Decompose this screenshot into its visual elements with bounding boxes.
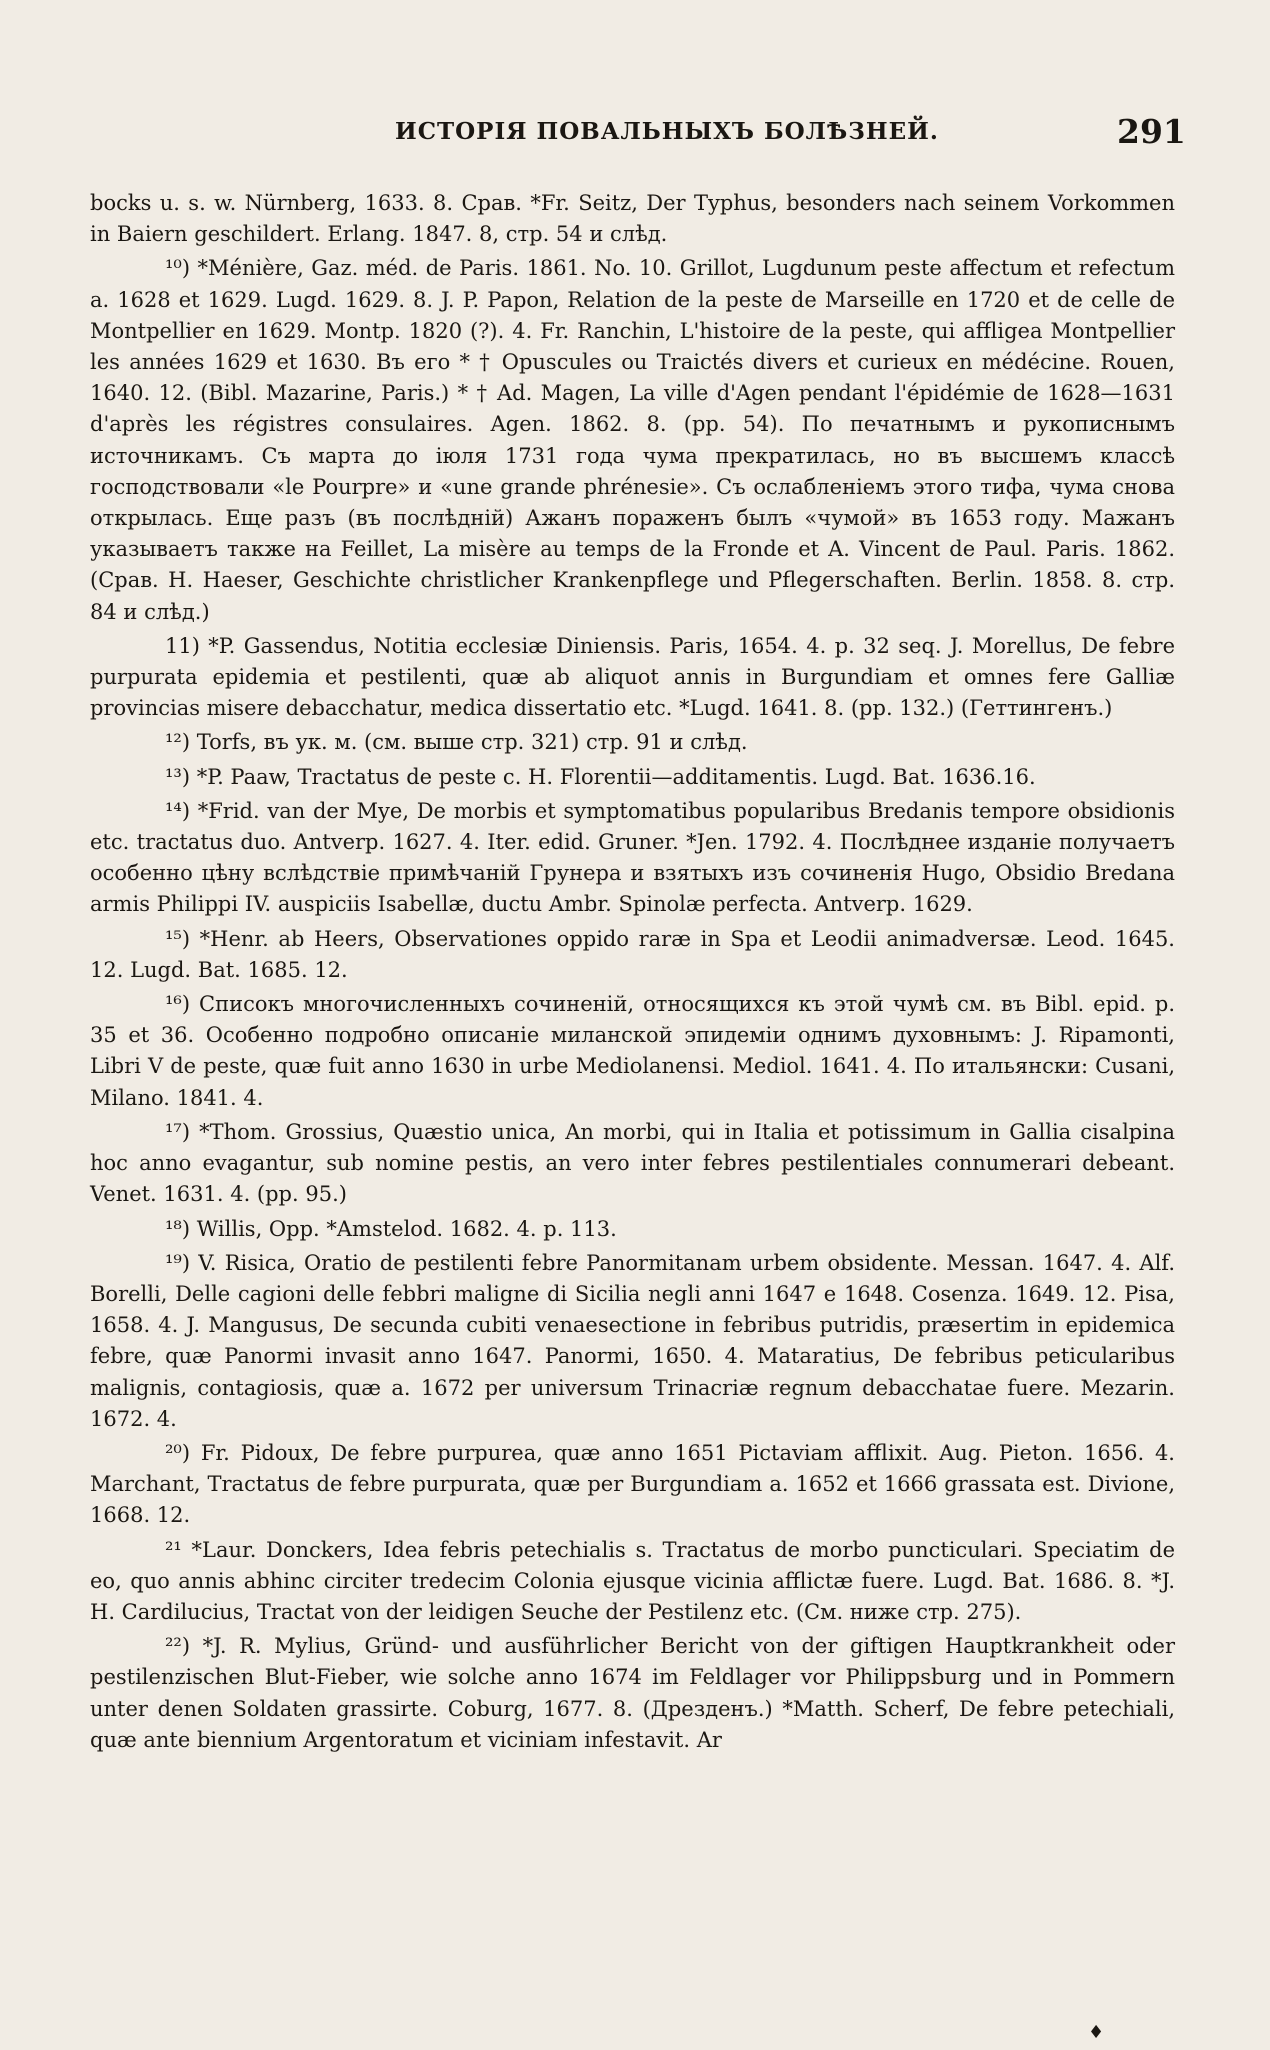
note-10: ¹⁰) *Ménière, Gaz. méd. de Paris. 1861. No. 10. Grillot, Lugdunum peste affectum et refectum a. 1628 et 1629. Lugd. 1629. 8. J. P. Papon, Relation de la peste de Marseille en 1720 et de celle de Montpellier en 1629. Montp. 1820 (?). 4. Fr. Ranchin, L'histoire de la peste, qui affligea Montpellier les années 1629 et 1630. Въ его * † Opuscules ou Traictés divers et curieux en médécine. Rouen, 1640. 12. (Bibl. Mazarine, Paris.) * † Ad. Magen, La ville d'Agen pendant l'épidémie de 1628—1631 d'après les régistres consulaires. Agen. 1862. 8. (pp. 54). По печатнымъ и рукописнымъ источникамъ. Съ марта до іюля 1731 года чума прекратилась, но въ высшемъ классѣ господствовали «le Pourpre» и «une grande phrénesie». Съ ослабленіемъ этого тифа, чума снова открылась. Еще разъ (въ послѣдній) Ажанъ пораженъ былъ «чумой» въ 1653 году. Мажанъ указываетъ также на Feillet, La misère au temps de la Fronde et A. Vincent de Paul. Paris. 1862. (Срав. H. Haeser, Geschichte christlicher Krankenpflege und Pflegerschaften. Berlin. 1858. 8. стр. 84 и слѣд.) <box>90 256 1175 624</box>
note-12: ¹²) Torfs, въ ук. м. (см. выше стр. 321) стр. 91 и слѣд. <box>165 730 748 755</box>
page-number: 291 <box>1117 112 1186 151</box>
printer-mark: ♦ <box>1088 2022 1105 2043</box>
note-21: ²¹ *Laur. Donckers, Idea febris petechialis s. Tractatus de morbo puncticulari. Speciatim de eo, quo annis abhinc circiter tredecim Colonia ejusque vicinia afflictæ fuere. Lugd. Bat. 1686. 8. *J. H. Cardilucius, Tractat von der leidigen Seuche der Pestilenz etc. (См. ниже стр. 275). <box>90 1537 1175 1624</box>
note-17: ¹⁷) *Thom. Grossius, Quæstio unica, An morbi, qui in Italia et potissimum in Gallia cisalpina hoc anno evagantur, sub nomine pestis, an vero inter febres pestilentiales connumerari debeant. Venet. 1631. 4. (pp. 95.) <box>90 1119 1175 1207</box>
note-11: 11) *P. Gassendus, Notitia ecclesiæ Diniensis. Paris, 1654. 4. p. 32 seq. J. Morellus, De febre purpurata epidemia et pestilenti, quæ ab aliquot annis in Burgundiam et omnes fere Galliæ provincias misere debacchatur, medica dissertatio etc. *Lugd. 1641. 8. (pp. 132.) (Геттингенъ.) <box>90 633 1175 721</box>
note-19: ¹⁹) V. Risica, Oratio de pestilenti febre Panormitanam urbem obsidente. Messan. 1647. 4. Alf. Borelli, Delle cagioni delle febbri maligne di Sicilia negli anni 1647 e 1648. Cosenza. 1649. 12. Pisa, 1658. 4. J. Mangusus, De secunda cubiti venaesectione in febribus putridis, præsertim in epidemica febre, quæ Panormi invasit anno 1647. Panormi, 1650. 4. Mataratius, De febribus peticularibus malignis, contagiosis, quæ a. 1672 per universum Trinacriæ regnum debacchatae fuere. Mezarin. 1672. 4. <box>90 1250 1175 1431</box>
note-15: ¹⁵) *Henr. ab Heers, Observationes oppido raræ in Spa et Leodii animadversæ. Leod. 1645. 12. Lugd. Bat. 1685. 12. <box>90 926 1175 982</box>
note-16: ¹⁶) Списокъ многочисленныхъ сочиненій, относящихся къ этой чумѣ см. въ Bibl. epid. p. 35 et 36. Особенно подробно описаніе миланской эпидеміи однимъ духовнымъ: J. Ripamonti, Libri V de peste, quæ fuit anno 1630 in urbe Mediolanensi. Mediol. 1641. 4. По итальянски: Cusani, Milano. 1841. 4. <box>90 992 1175 1110</box>
page-header <box>0 112 1270 162</box>
note-18: ¹⁸) Willis, Opp. *Amstelod. 1682. 4. p. 113. <box>165 1216 617 1241</box>
running-title: ИСТОРІЯ ПОВАЛЬНЫХЪ БОЛѢЗНЕЙ. <box>395 118 939 145</box>
note-continuation: bocks u. s. w. Nürnberg, 1633. 8. Срав. *Fr. Seitz, Der Typhus, besonders nach seinem Vorkommen in Baiern geschildert. Erlang. 1847. 8, стр. 54 и слѣд. <box>90 191 1175 247</box>
footnotes-body <box>90 188 1175 1759</box>
note-13: ¹³) *P. Paaw, Tractatus de peste c. H. Florentii—additamentis. Lugd. Bat. 1636.16. <box>165 764 1036 789</box>
note-14: ¹⁴) *Frid. van der Mye, De morbis et symptomatibus popularibus Bredanis tempore obsidionis etc. tractatus duo. Antverp. 1627. 4. Iter. edid. Gruner. *Jen. 1792. 4. Послѣднее изданіе получаетъ особенно цѣну вслѣдствіе примѣчаній Грунера и взятыхъ изъ сочиненія Hugo, Obsidio Bredana armis Philippi IV. auspiciis Isabellæ, ductu Ambr. Spinolæ perfecta. Antverp. 1629. <box>90 798 1175 917</box>
note-22: ²²) *J. R. Mylius, Gründ- und ausführlicher Bericht von der giftigen Hauptkrankheit oder pestilenzischen Blut-Fieber, wie solche anno 1674 im Feldlager vor Philippsburg und in Pommern unter denen Soldaten grassirte. Coburg, 1677. 8. (Дрезденъ.) *Matth. Scherf, De febre petechiali, quæ ante biennium Argentoratum et viciniam infestavit. Ar <box>90 1634 1175 1752</box>
note-20: ²⁰) Fr. Pidoux, De febre purpurea, quæ anno 1651 Pictaviam afflixit. Aug. Pieton. 1656. 4. Marchant, Tractatus de febre purpurata, quæ per Burgundiam a. 1652 et 1666 grassata est. Divione, 1668. 12. <box>90 1440 1175 1528</box>
